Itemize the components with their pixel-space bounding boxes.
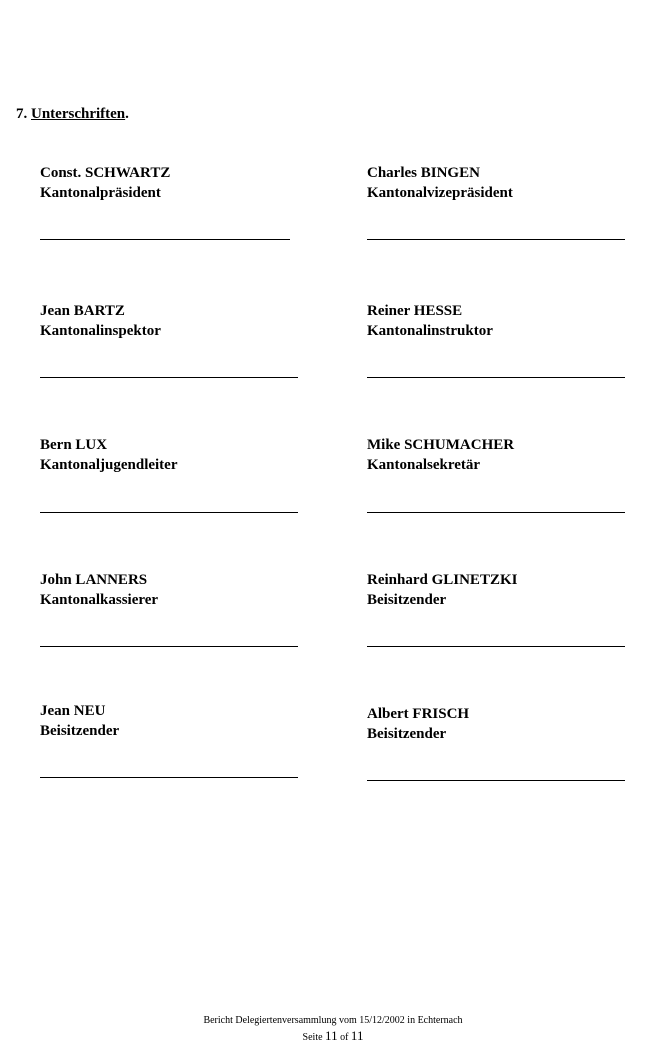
signature-block-vice-president — [367, 163, 627, 203]
signatory-name: Reiner HESSE — [367, 303, 463, 319]
signature-block-youth-leader — [40, 435, 300, 475]
signature-line — [40, 777, 298, 778]
signature-block-instructor — [367, 301, 627, 341]
signature-line — [40, 239, 290, 240]
signatory-title: Kantonalinstruktor — [367, 323, 493, 339]
footer-report-title: Bericht Delegiertenversammlung vom 15/12/2002 in Echternach — [203, 1015, 463, 1026]
signature-line — [367, 239, 625, 240]
signature-block-inspector — [40, 301, 300, 341]
signatory-name: Bern LUX — [40, 437, 108, 453]
page-footer — [0, 1013, 666, 1045]
signature-line — [40, 646, 298, 647]
signatory-name: Albert FRISCH — [367, 706, 470, 722]
page-prefix: Seite — [302, 1032, 323, 1043]
signature-block-president — [40, 163, 300, 203]
page-current: 11 — [325, 1028, 338, 1043]
signature-line — [40, 377, 298, 378]
signatory-name: Charles BINGEN — [367, 165, 480, 181]
section-number: 7. — [16, 106, 28, 122]
section-title-suffix: . — [125, 106, 129, 122]
signatory-name: Jean BARTZ — [40, 303, 125, 319]
signature-line — [40, 512, 298, 513]
signatory-title: Kantonalvizepräsident — [367, 185, 513, 201]
signatory-title: Kantonalinspektor — [40, 323, 161, 339]
signatory-title: Kantonaljugendleiter — [40, 457, 178, 473]
page-total: 11 — [350, 1028, 364, 1043]
signatory-name: Reinhard GLINETZKI — [367, 572, 518, 588]
signature-block-secretary — [367, 435, 627, 475]
footer-page-number — [0, 1028, 666, 1045]
signatory-title: Beisitzender — [367, 726, 447, 742]
signature-line — [367, 377, 625, 378]
signatory-title: Kantonalpräsident — [40, 185, 161, 201]
section-title: Unterschriften — [31, 106, 126, 122]
signatory-name: John LANNERS — [40, 572, 148, 588]
page-of: of — [340, 1032, 349, 1043]
signature-block-assessor-1 — [367, 570, 627, 610]
signature-block-treasurer — [40, 570, 300, 610]
signatory-title: Kantonalkassierer — [40, 592, 159, 608]
signatory-title: Kantonalsekretär — [367, 457, 481, 473]
signatory-title: Beisitzender — [40, 723, 120, 739]
signature-block-assessor-2 — [40, 701, 300, 741]
signatory-title: Beisitzender — [367, 592, 447, 608]
signature-block-assessor-3 — [367, 704, 627, 744]
signature-line — [367, 512, 625, 513]
section-heading — [16, 104, 129, 124]
signatory-name: Jean NEU — [40, 703, 106, 719]
signature-line — [367, 646, 625, 647]
signatory-name: Const. SCHWARTZ — [40, 165, 171, 181]
signature-line — [367, 780, 625, 781]
signatory-name: Mike SCHUMACHER — [367, 437, 515, 453]
